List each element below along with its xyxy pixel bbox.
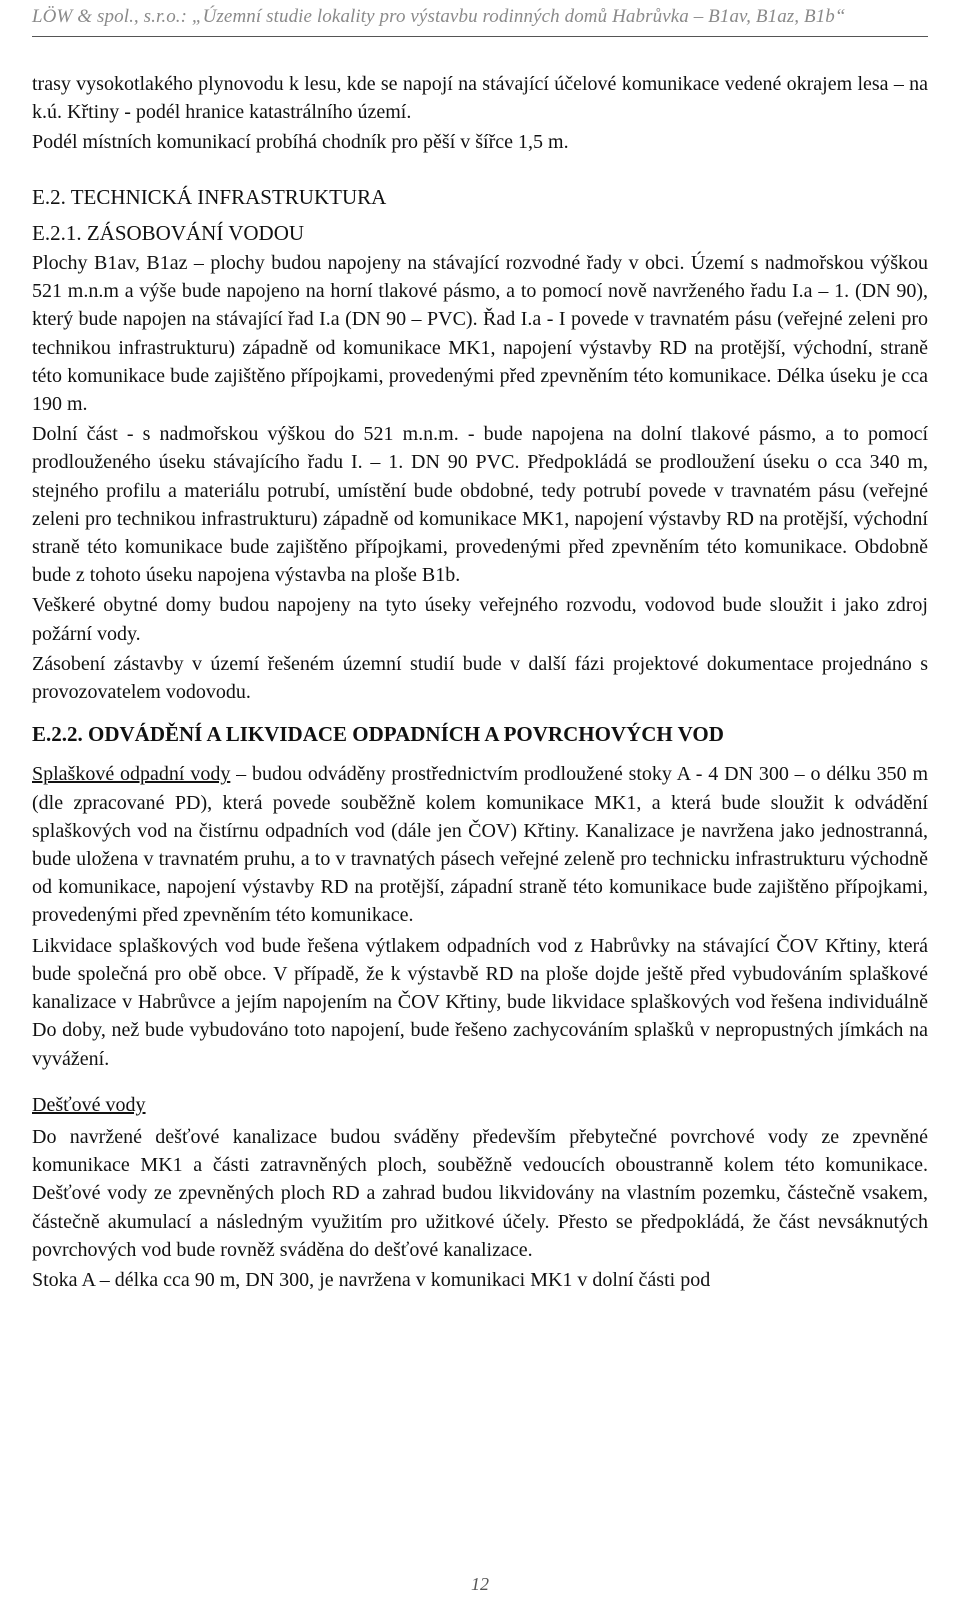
paragraph-water-3: Veškeré obytné domy budou napojeny na tyto úseky veřejného rozvodu, vodovod bude sloužit i jako zdroj požární vody. — [32, 594, 928, 645]
document-body — [32, 70, 928, 1296]
paragraph-sewage-2: Likvidace splaškových vod bude řešena výtlakem odpadních vod z Habrůvky na stávající ČOV Křtiny, která bude společná pro obě obce. V případě, že k výstavbě RD na ploše dojde ještě před vybudováním splaškové kanalizace v Habrůvce a jejím napojením na ČOV Křtiny, bude likvidace splaškových vod řešena individuálně Do doby, než bude vybudováno toto napojení, bude řešeno zachycováním splašků v nepropustných jímkách na vyvážení. — [32, 934, 928, 1070]
page-number: 12 — [471, 1574, 489, 1594]
heading-water-supply: E.2.1. ZÁSOBOVÁNÍ VODOU — [32, 220, 305, 245]
paragraph-water-2: Dolní část - s nadmořskou výškou do 521 m.n.m. - bude napojena na dolní tlakové pásmo, a to pomocí prodlouženého úseku stávajícího řadu I. – 1. DN 90 PVC. Předpokládá se prodloužení úseku o cca 340 m, stejného profilu a materiálu potrubí, umístění bude obdobné, tedy potrubí povede v travnatém pásu (veřejné zeleni pro technikou infrastrukturu) západně od komunikace MK1, napojení výstavby RD na protější, východní straně této komunikace bude zajištěno přípojkami, provedenými před zpevněním této komunikace. Obdobně bude z tohoto úseku napojena výstavba na ploše B1b. — [32, 423, 928, 587]
page-header: LÖW & spol., s.r.o.: „Územní studie lokality pro výstavbu rodinných domů Habrůvka – B1av, B1az, B1b“ — [32, 6, 928, 37]
paragraph-sewage-1 — [32, 760, 928, 929]
paragraph-rain-2: Stoka A – délka cca 90 m, DN 300, je navržena v komunikaci MK1 v dolní části pod — [32, 1268, 711, 1291]
heading-wastewater: E.2.2. ODVÁDĚNÍ A LIKVIDACE ODPADNÍCH A POVRCHOVÝCH VOD — [32, 722, 724, 747]
paragraph-intro-2: Podél místních komunikací probíhá chodník pro pěší v šířce 1,5 m. — [32, 131, 569, 154]
paragraph-water-4: Zásobení zástavby v území řešeném územní studií bude v další fázi projektové dokumentace projednáno s provozovatelem vodovodu. — [32, 652, 928, 704]
sewage-text: – budou odváděny prostřednictvím prodloužené stoky A - 4 DN 300 – o délku 350 m (dle zpracované PD), která povede souběžně kolem komunikace MK1, a která bude sloužit k odvádění splaškových vod na čistírnu odpadních vod (dále jen ČOV) Křtiny. Kanalizace je navržena jako jednostranná, bude uložena v travnatém pruhu, a to v travnatých pásech veřejné zeleně pro technicku infrastrukturu východně od komunikace, napojení výstavby RD na protější, západní straně této komunikace bude zajištěno přípojkami, provedenými před zpevněním této komunikace. — [32, 763, 929, 927]
paragraph-intro-1: trasy vysokotlakého plynovodu k lesu, kde se napojí na stávající účelové komunikace vedené okrajem lesa – na k.ú. Křtiny - podél hranice katastrálního území. — [32, 73, 928, 124]
heading-technical-infrastructure: E.2. TECHNICKÁ INFRASTRUKTURA — [32, 184, 387, 209]
paragraph-water-1: Plochy B1av, B1az – plochy budou napojeny na stávající rozvodné řady v obci. Území s nadmořskou výškou 521 m.n.m a výše bude napojeno na horní tlakové pásmo, a to pomocí nově navrženého řadu I.a – 1. (DN 90), který bude napojen na stávající řad I.a (DN 90 – PVC). Řad I.a - I povede v travnatém pásu (veřejné zeleni pro technikou infrastrukturu) západně od komunikace MK1, napojení výstavby RD na protější, východní, straně této komunikace bude zajištěno přípojkami, provedenými před zpevněním této komunikace. Délka úseku je cca 190 m. — [32, 252, 928, 416]
rainwater-label: Dešťové vody — [32, 1093, 146, 1116]
sewage-label: Splaškové odpadní vody — [32, 763, 231, 786]
paragraph-rain-1: Do navržené dešťové kanalizace budou sváděny především přebytečné povrchové vody ze zpevněné komunikace MK1 a části zatravněných ploch, souběžně vedoucích oboustranně kolem této komunikace. Dešťové vody ze zpevněných ploch RD a zahrad budou likvidovány na vlastním pozemku, částečně vsakem, částečně akumulací a následným využitím pro užitkové účely. Přesto se předpokládá, že část nevsáknutých povrchových vod bude rovněž sváděna do dešťové kanalizace. — [32, 1125, 928, 1261]
